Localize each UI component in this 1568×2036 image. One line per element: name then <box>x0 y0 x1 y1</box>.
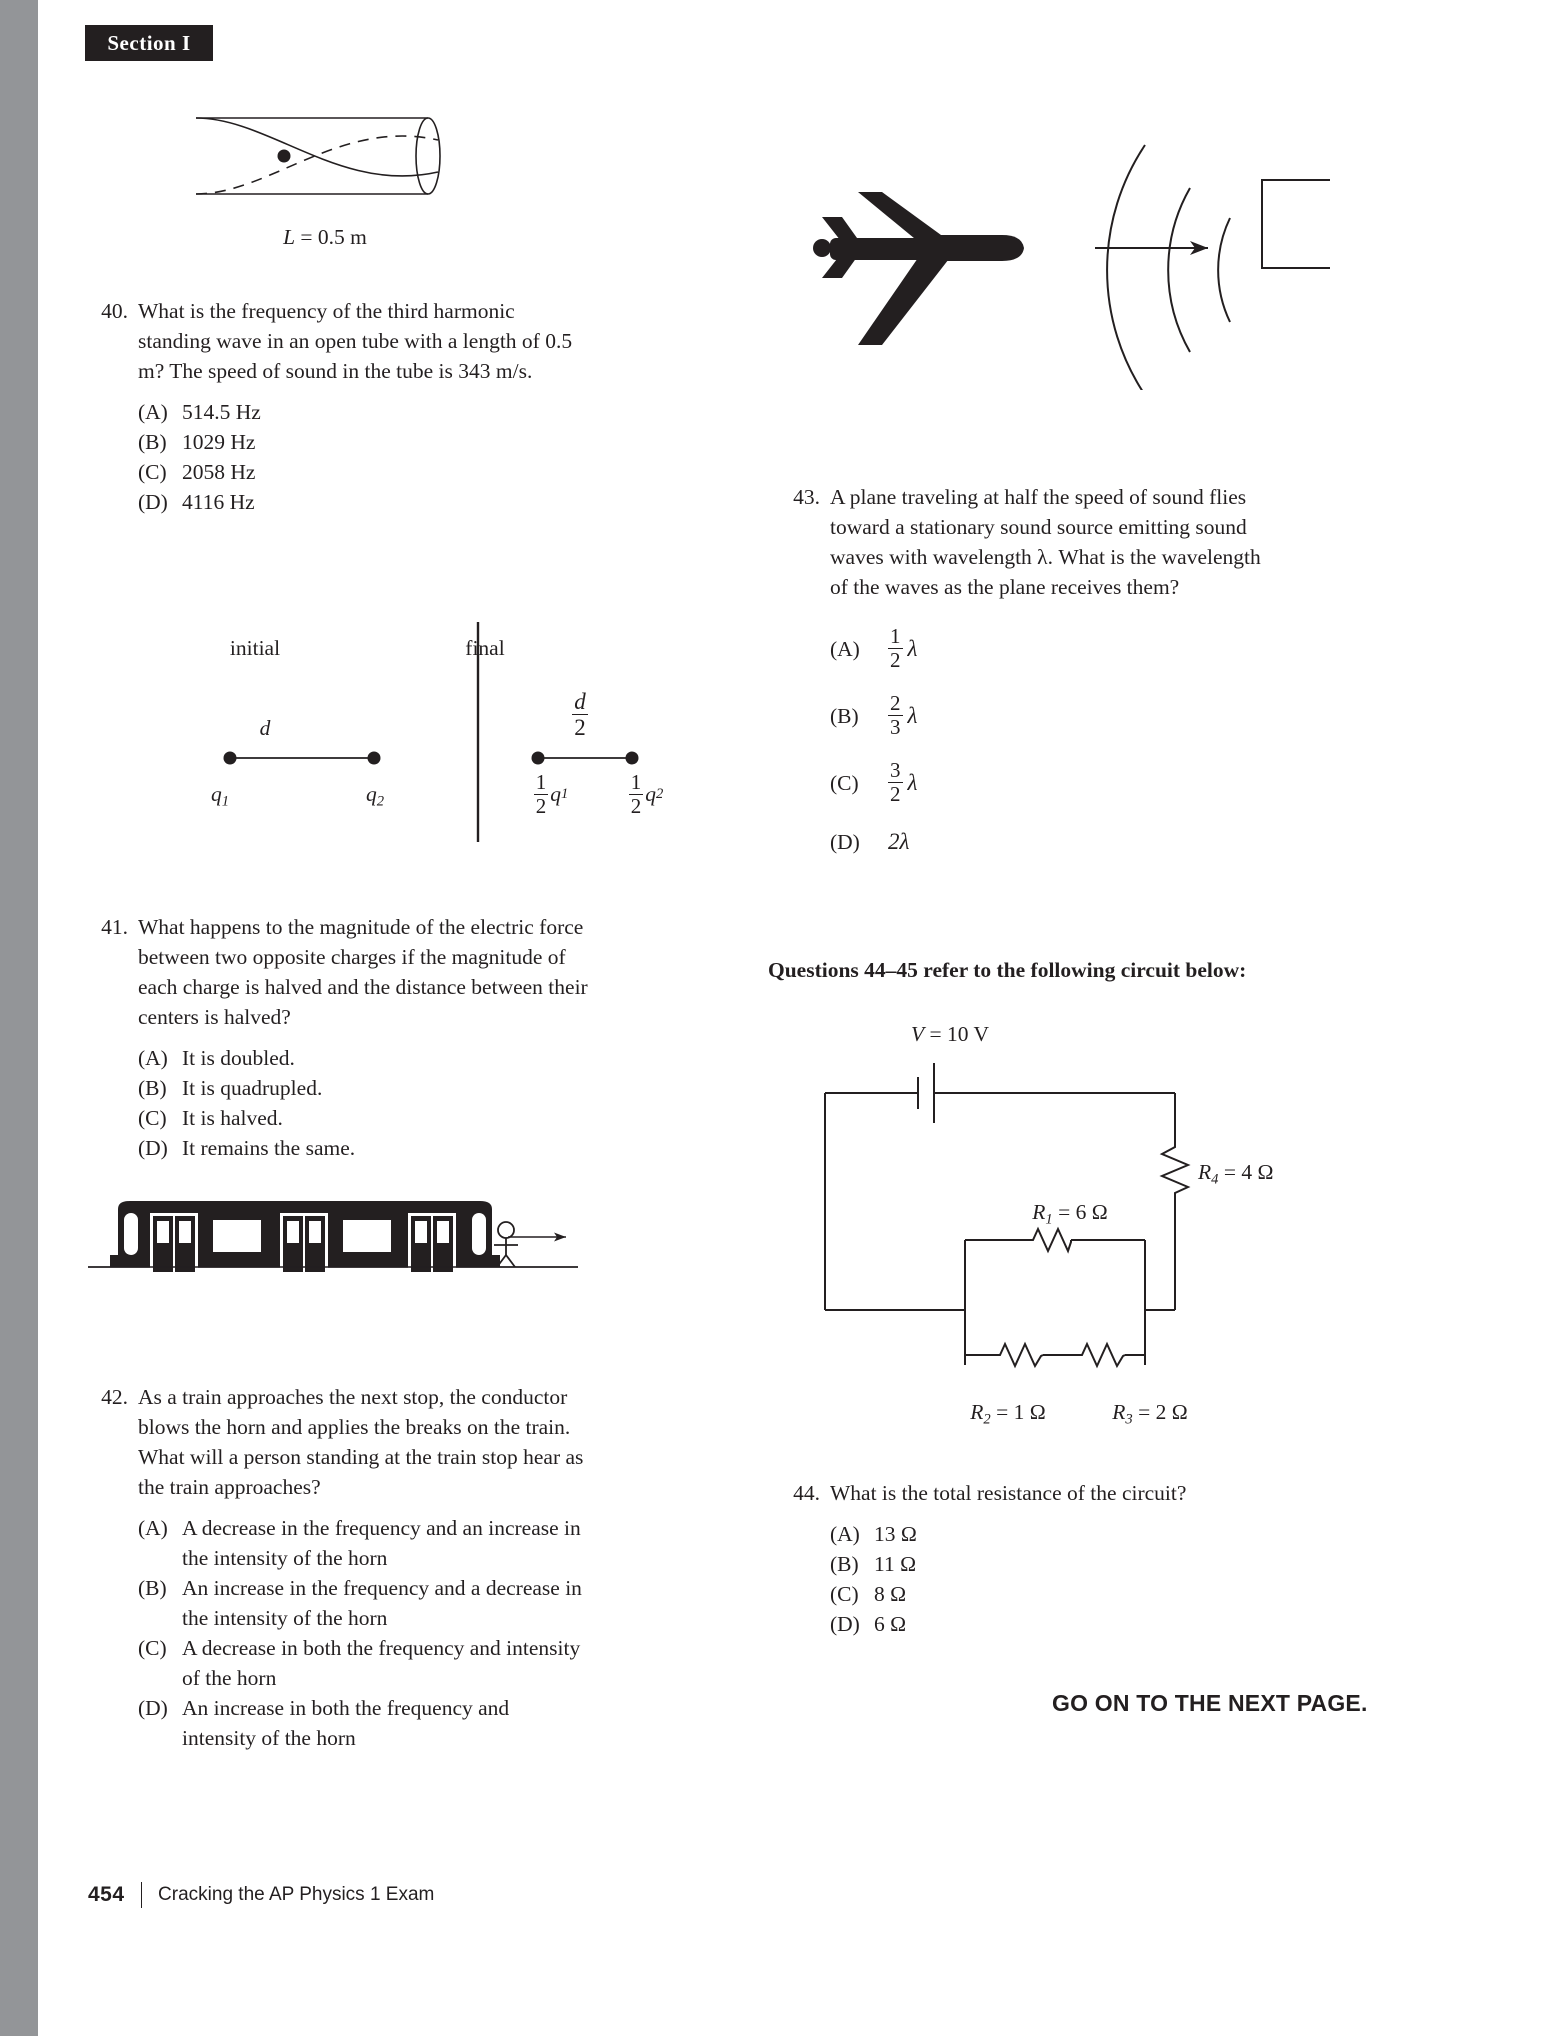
choice-43-b[interactable]: (B) $\frac{2}{3}$ λ <box>830 691 918 739</box>
circuit-voltage-label: V = 10 V <box>910 1022 990 1046</box>
question-44 <box>780 1478 1280 1639</box>
choice-42-b[interactable]: (B) An increase in the frequency and a decrease in the intensity of the horn <box>138 1576 582 1630</box>
charges-half-q1-label: $\frac{1}{2}$ q 1 <box>535 770 569 818</box>
question-44-number: 44. <box>793 1481 820 1505</box>
question-44-text: What is the total resistance of the circuit? <box>830 1481 1187 1505</box>
choice-42-a[interactable]: (A) A decrease in the frequency and an increase in the intensity of the horn <box>138 1516 581 1570</box>
question-41-number: 41. <box>101 915 128 939</box>
choice-41-a[interactable]: (A) It is doubled. <box>138 1046 295 1070</box>
circuit-r2-label: $R_2 = 1$ Ω <box>970 1400 1046 1428</box>
charges-initial-d-label: d <box>259 716 271 740</box>
charges-initial-diagram <box>222 748 382 768</box>
question-41-text: What happens to the magnitude of the electric force between two opposite charges if the magnitude of each charge is halved and the distance between their centers is halved? <box>138 915 588 1029</box>
choice-43-d[interactable]: (D) 2λ <box>830 829 910 854</box>
choice-43-a[interactable]: (A) $\frac{1}{2}$ λ <box>830 624 918 672</box>
page-number: 454 <box>88 1883 125 1906</box>
charges-final-label: final <box>465 636 505 660</box>
circuit-intro-heading: Questions 44–45 refer to the following circuit below: <box>768 958 1247 982</box>
train-and-person-figure <box>88 1185 578 1280</box>
page-footer <box>88 1882 434 1908</box>
choice-44-b[interactable]: (B) 11 Ω <box>830 1552 917 1576</box>
question-40-number: 40. <box>101 299 128 323</box>
charges-divider-line <box>475 622 481 842</box>
circuit-r4-label: $R_4 = 4$ Ω <box>1198 1160 1274 1188</box>
choice-42-d[interactable]: (D) An increase in both the frequency and intensity of the horn <box>138 1696 510 1750</box>
question-43-choices <box>830 626 1280 857</box>
question-44-choices <box>830 1519 1280 1639</box>
footer-divider <box>141 1882 143 1908</box>
question-40 <box>88 296 588 517</box>
circuit-bottom-branch <box>800 1320 1260 1380</box>
go-on-notice: GO ON TO THE NEXT PAGE. <box>1052 1690 1368 1716</box>
choice-44-c[interactable]: (C) 8 Ω <box>830 1582 907 1606</box>
question-42-choices <box>138 1513 588 1753</box>
choice-41-c[interactable]: (C) It is halved. <box>138 1106 283 1130</box>
question-43 <box>780 482 1280 857</box>
tube-L-symbol: L <box>283 225 296 249</box>
charges-half-q2-label: $\frac{1}{2}$ q 2 <box>630 770 664 818</box>
charges-q1-label: $q_1$ <box>210 782 230 810</box>
question-42-text: As a train approaches the next stop, the conductor blows the horn and applies the breaks on the train. What will a person standing at the train stop hear as the train approaches? <box>138 1385 584 1499</box>
choice-40-a[interactable]: (A) 514.5 Hz <box>138 400 261 424</box>
tube-length-label <box>190 225 460 250</box>
choice-40-c[interactable]: (C) 2058 Hz <box>138 460 256 484</box>
choice-40-b[interactable]: (B) 1029 Hz <box>138 430 256 454</box>
question-42 <box>88 1382 588 1753</box>
standing-wave-tube-figure <box>190 110 460 205</box>
question-43-text: A plane traveling at half the speed of sound flies toward a stationary sound source emitting sound waves with wavelength λ. What is the wavelength of the waves as the plane receives them? <box>830 485 1261 599</box>
choice-41-b[interactable]: (B) It is quadrupled. <box>138 1076 323 1100</box>
choice-44-a[interactable]: (A) 13 Ω <box>830 1522 917 1546</box>
book-title: Cracking the AP Physics 1 Exam <box>158 1884 435 1905</box>
question-40-choices <box>138 397 588 517</box>
plane-and-sound-source-figure <box>770 100 1330 390</box>
charges-final-d-half-label: $\frac{d}{2}$ <box>574 689 586 740</box>
question-41 <box>88 912 588 1163</box>
circuit-r3-label: $R_3 = 2$ Ω <box>1112 1400 1188 1428</box>
tube-L-value: = 0.5 m <box>300 225 367 249</box>
choice-44-d[interactable]: (D) 6 Ω <box>830 1612 907 1636</box>
circuit-r1-label: $R_1 = 6$ Ω <box>1032 1200 1108 1228</box>
section-tag: Section I <box>85 25 213 61</box>
charges-initial-label: initial <box>229 636 281 660</box>
choice-40-d[interactable]: (D) 4116 Hz <box>138 490 255 514</box>
page-gutter-bar <box>0 0 38 2036</box>
choice-41-d[interactable]: (D) It remains the same. <box>138 1136 356 1160</box>
question-40-text: What is the frequency of the third harmonic standing wave in an open tube with a length of 0.5 m? The speed of sound in the tube is 343 m/s. <box>138 299 573 383</box>
question-42-number: 42. <box>101 1385 128 1409</box>
charges-final-diagram <box>530 748 640 768</box>
charges-q2-label: $q_2$ <box>365 782 385 810</box>
choice-42-c[interactable]: (C) A decrease in both the frequency and intensity of the horn <box>138 1636 581 1690</box>
question-43-number: 43. <box>793 485 820 509</box>
question-41-choices <box>138 1043 588 1163</box>
choice-43-c[interactable]: (C) $\frac{3}{2}$ λ <box>830 758 918 806</box>
